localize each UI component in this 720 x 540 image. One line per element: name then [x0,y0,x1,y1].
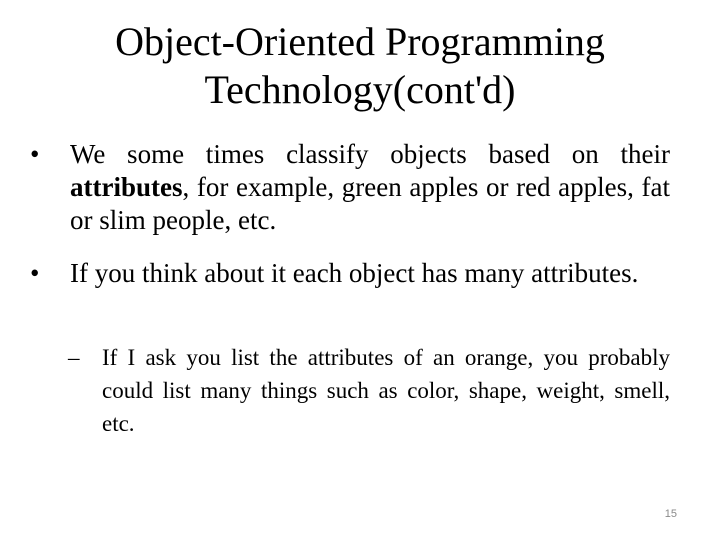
slide-title [40,18,680,114]
title-line-1: Object-Oriented Programming [115,19,605,64]
bullet-item [30,138,670,237]
title-line-2: Technology(cont'd) [204,67,516,112]
bullet-text [70,138,670,237]
bullet-text-pre: We some times classify objects based on their [70,139,670,169]
bullet-text-bold: attributes [70,172,183,202]
page-number: 15 [664,508,677,520]
bullet-marker: • [30,139,40,169]
sub-bullet-text: If I ask you list the attributes of an orange, you probably could list many things such as color, shape, weight, smell, etc. [102,345,670,436]
sub-bullet-item [68,341,670,440]
bullet-marker: • [30,258,40,288]
bullet-item [30,257,670,290]
bullet-text: If you think about it each object has many attributes. [70,258,639,288]
sub-bullet-marker: – [68,345,80,370]
bullet-text-post: , for example, green apples or red apples, fat or slim people, etc. [70,172,670,235]
